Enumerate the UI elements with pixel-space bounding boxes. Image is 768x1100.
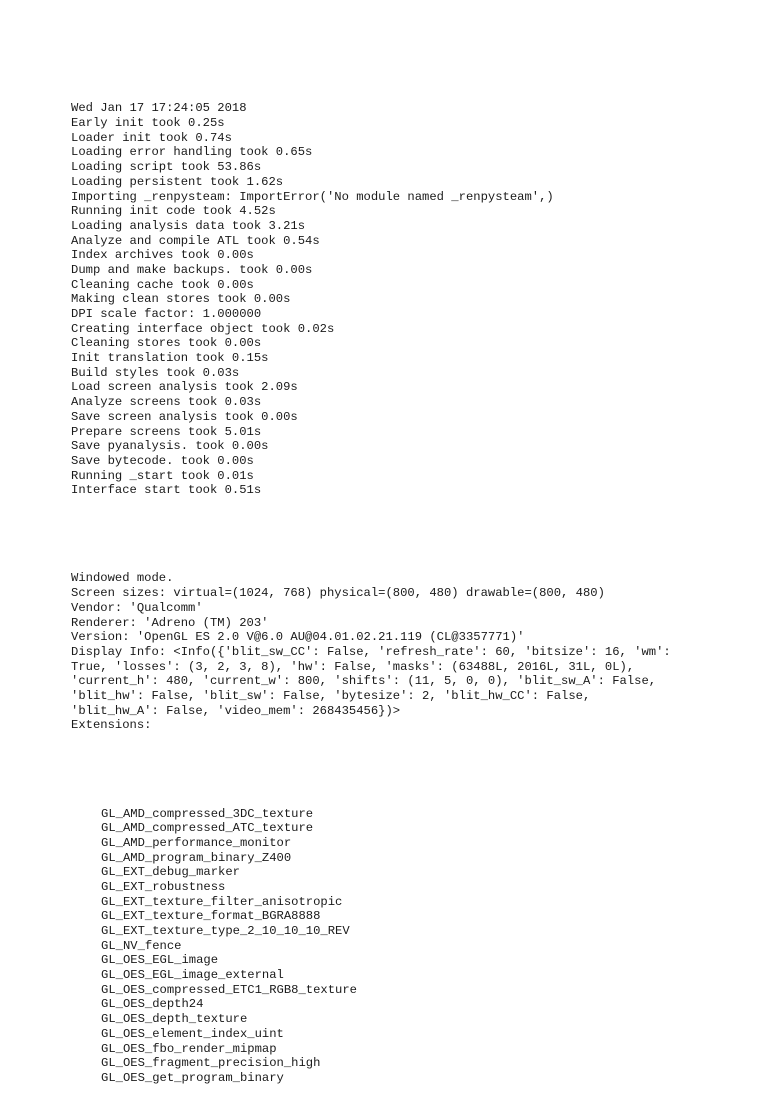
log-line: Running _start took 0.01s [71,468,254,483]
log-line: Save bytecode. took 0.00s [71,453,254,468]
extension-item: GL_EXT_texture_filter_anisotropic [101,894,343,909]
extension-item: GL_OES_element_index_uint [101,1026,284,1041]
log-line: True, 'losses': (3, 2, 3, 8), 'hw': False, 'masks': (63488L, 2016L, 31L, 0L), [71,659,635,674]
log-line: Dump and make backups. took 0.00s [71,262,313,277]
log-line: Build styles took 0.03s [71,365,240,380]
timing-section [71,101,751,498]
extension-item: GL_AMD_program_binary_Z400 [101,850,292,865]
extension-item: GL_OES_get_program_binary [101,1070,284,1085]
log-line: Loading error handling took 0.65s [71,145,313,160]
log-line: Display Info: <Info({'blit_sw_CC': False, 'refresh_rate': 60, 'bitsize': 16, 'wm': [71,644,671,659]
log-line: Screen sizes: virtual=(1024, 768) physical=(800, 480) drawable=(800, 480) [71,586,605,601]
log-line: 'current_h': 480, 'current_w': 800, 'shifts': (11, 5, 0, 0), 'blit_sw_A': False, [71,674,657,689]
log-line: Extensions: [71,718,152,733]
extension-item: GL_EXT_debug_marker [101,865,240,880]
log-line: Windowed mode. [71,571,174,586]
log-line: Wed Jan 17 17:24:05 2018 [71,101,247,116]
extension-item: GL_AMD_compressed_3DC_texture [101,806,314,821]
log-line: Vendor: 'Qualcomm' [71,600,203,615]
extension-item: GL_NV_fence [101,938,182,953]
display-info-section [71,571,751,733]
extension-item: GL_EXT_texture_format_BGRA8888 [101,909,321,924]
extension-item: GL_AMD_compressed_ATC_texture [101,821,314,836]
log-line: Analyze screens took 0.03s [71,395,262,410]
log-line: Save pyanalysis. took 0.00s [71,439,269,454]
log-output [71,72,751,1100]
extension-item: GL_EXT_texture_type_2_10_10_10_REV [101,924,350,939]
log-line: Running init code took 4.52s [71,204,276,219]
log-line: Init translation took 0.15s [71,351,269,366]
extension-item: GL_OES_fbo_render_mipmap [101,1041,277,1056]
log-line: Early init took 0.25s [71,116,225,131]
log-line: Version: 'OpenGL ES 2.0 V@6.0 AU@04.01.02.21.119 (CL@3357771)' [71,630,525,645]
extension-item: GL_OES_fragment_precision_high [101,1056,321,1071]
extension-item: GL_EXT_robustness [101,879,226,894]
extension-item: GL_OES_depth_texture [101,1012,248,1027]
log-line: Importing _renpysteam: ImportError('No module named _renpysteam',) [71,189,554,204]
blank-line [71,527,751,542]
extension-item: GL_AMD_performance_monitor [101,835,292,850]
log-line: Loader init took 0.74s [71,130,232,145]
log-line: Index archives took 0.00s [71,248,254,263]
extension-item: GL_OES_compressed_ETC1_RGB8_texture [101,982,357,997]
blank-line [71,762,751,777]
log-line: Cleaning cache took 0.00s [71,277,254,292]
extension-item: GL_OES_EGL_image_external [101,968,284,983]
log-line: Interface start took 0.51s [71,483,262,498]
log-line: 'blit_hw_A': False, 'video_mem': 268435456})> [71,703,401,718]
log-line: Save screen analysis took 0.00s [71,409,298,424]
log-line: Load screen analysis took 2.09s [71,380,298,395]
log-line: DPI scale factor: 1.000000 [71,307,262,322]
log-line: 'blit_hw': False, 'blit_sw': False, 'bytesize': 2, 'blit_hw_CC': False, [71,688,591,703]
extension-item: GL_OES_depth24 [101,997,204,1012]
log-line: Analyze and compile ATL took 0.54s [71,233,320,248]
log-line: Loading analysis data took 3.21s [71,218,306,233]
log-line: Loading persistent took 1.62s [71,174,284,189]
log-line: Cleaning stores took 0.00s [71,336,262,351]
log-line: Renderer: 'Adreno (TM) 203' [71,615,269,630]
log-line: Making clean stores took 0.00s [71,292,291,307]
extensions-list [71,807,751,1086]
extension-item: GL_OES_EGL_image [101,953,219,968]
log-line: Creating interface object took 0.02s [71,321,335,336]
log-line: Prepare screens took 5.01s [71,424,262,439]
log-line: Loading script took 53.86s [71,160,262,175]
